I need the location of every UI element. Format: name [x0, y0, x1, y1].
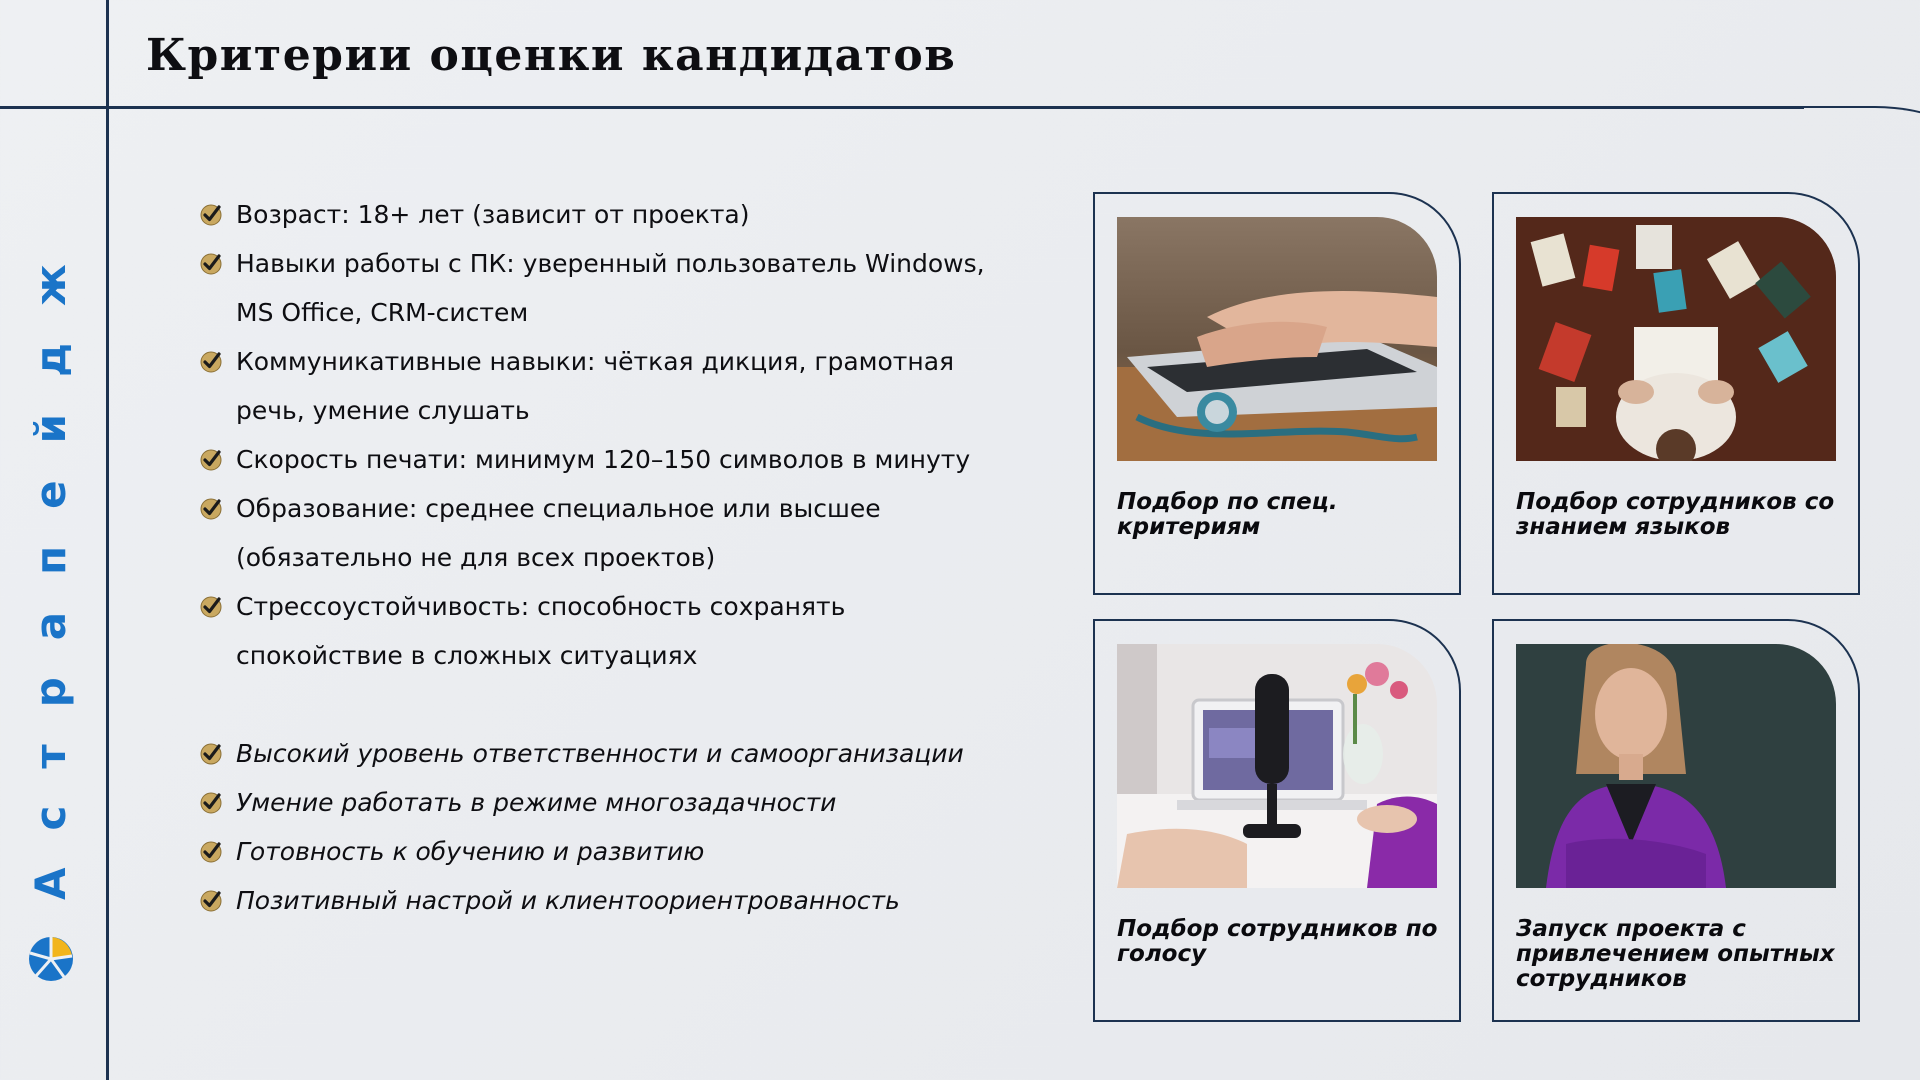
- criteria-text: Возраст: 18+ лет (зависит от проекта): [236, 200, 750, 229]
- checkmark-icon: [198, 348, 224, 374]
- criteria-item: [198, 190, 1018, 239]
- criteria-list: [198, 190, 1018, 925]
- checkmark-icon: [198, 789, 224, 815]
- quality-text: Высокий уровень ответственности и самоорганизации: [236, 739, 964, 768]
- microphone-laptop-photo: [1117, 644, 1437, 888]
- card-caption: Подбор сотрудников со знанием языков: [1516, 489, 1835, 540]
- brand-vertical: [20, 220, 82, 900]
- card-caption: Подбор по спец. критериям: [1117, 489, 1338, 540]
- criteria-text: Стрессоустойчивость: способность сохранять спокойствие в сложных ситуациях: [236, 592, 846, 670]
- criteria-item: [198, 337, 1018, 435]
- card-caption: Запуск проекта с привлечением опытных сотрудников: [1516, 916, 1835, 992]
- books-reading-photo: [1516, 217, 1836, 461]
- brand-name: Астрапейдж: [26, 227, 75, 900]
- checkmark-icon: [198, 446, 224, 472]
- service-card: [1093, 619, 1461, 1022]
- checkmark-icon: [198, 740, 224, 766]
- quality-item: [198, 729, 1018, 778]
- criteria-text: Образование: среднее специальное или высшее (обязательно не для всех проектов): [236, 494, 881, 572]
- service-card: [1093, 192, 1461, 595]
- quality-text: Позитивный настрой и клиентоориентрованность: [236, 886, 900, 915]
- criteria-text: Скорость печати: минимум 120–150 символов в минуту: [236, 445, 971, 474]
- checkmark-icon: [198, 887, 224, 913]
- checkmark-icon: [198, 593, 224, 619]
- service-card: [1492, 192, 1860, 595]
- checkmark-icon: [198, 495, 224, 521]
- criteria-text: Навыки работы с ПК: уверенный пользователь Windows, MS Office, CRM-систем: [236, 249, 985, 327]
- brand-logo-icon: [28, 936, 74, 982]
- criteria-item: [198, 484, 1018, 582]
- quality-text: Умение работать в режиме многозадачности: [236, 788, 837, 817]
- horizontal-divider: [0, 106, 1804, 109]
- service-card: [1492, 619, 1860, 1022]
- criteria-text: Коммуникативные навыки: чёткая дикция, грамотная речь, умение слушать: [236, 347, 955, 425]
- checkmark-icon: [198, 201, 224, 227]
- card-caption: Подбор сотрудников по голосу: [1117, 916, 1438, 967]
- quality-item: [198, 827, 1018, 876]
- quality-text: Готовность к обучению и развитию: [236, 837, 705, 866]
- list-spacer: [198, 680, 1018, 729]
- checkmark-icon: [198, 838, 224, 864]
- quality-item: [198, 876, 1018, 925]
- criteria-item: [198, 582, 1018, 680]
- vertical-divider: [106, 0, 109, 1080]
- woman-portrait-photo: [1516, 644, 1836, 888]
- criteria-item: [198, 435, 1018, 484]
- criteria-item: [198, 239, 1018, 337]
- checkmark-icon: [198, 250, 224, 276]
- quality-item: [198, 778, 1018, 827]
- page-title: Критерии оценки кандидатов: [146, 30, 957, 81]
- laptop-stethoscope-photo: [1117, 217, 1437, 461]
